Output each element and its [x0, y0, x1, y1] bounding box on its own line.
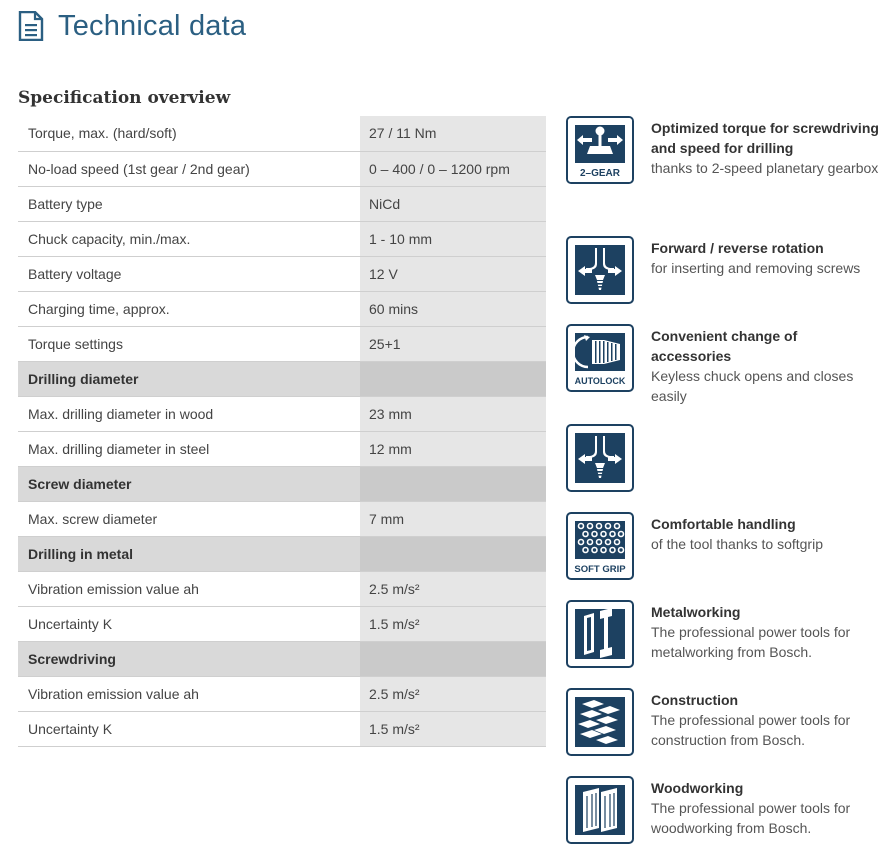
spec-group-row — [18, 536, 546, 571]
feature-desc: Keyless chuck opens and closes easily — [651, 368, 854, 404]
spec-row — [18, 186, 546, 221]
spec-row — [18, 711, 546, 746]
section-title: Specification overview — [18, 88, 231, 108]
feature-forward-reverse — [566, 236, 884, 306]
spec-value — [360, 361, 546, 396]
feature-construction — [566, 688, 884, 758]
spec-row — [18, 326, 546, 361]
page-title: Technical data — [58, 9, 247, 42]
spec-row — [18, 151, 546, 186]
spec-value — [360, 466, 546, 501]
spec-group-label: Drilling in metal — [18, 536, 360, 571]
construction-icon — [566, 688, 634, 756]
spec-label: Max. drilling diameter in steel — [18, 431, 360, 466]
feature-forward-reverse-2 — [566, 424, 884, 494]
svg-text:SOFT GRIP: SOFT GRIP — [574, 564, 626, 575]
feature-title: Comfortable handling — [651, 516, 796, 532]
spec-label: Uncertainty K — [18, 711, 360, 746]
spec-label: Chuck capacity, min./max. — [18, 221, 360, 256]
feature-desc: The professional power tools for metalworking from Bosch. — [651, 624, 851, 660]
feature-title: Forward / reverse rotation — [651, 240, 824, 256]
spec-row — [18, 221, 546, 256]
spec-row — [18, 571, 546, 606]
svg-text:2–GEAR: 2–GEAR — [579, 168, 621, 179]
spec-label: No-load speed (1st gear / 2nd gear) — [18, 151, 360, 186]
spec-group-row — [18, 361, 546, 396]
feature-title: Convenient change of accessories — [651, 328, 798, 364]
spec-value: NiCd — [360, 186, 546, 221]
feature-autolock — [566, 324, 884, 404]
feature-desc: The professional power tools for woodworking from Bosch. — [651, 800, 851, 836]
autolock-icon — [566, 324, 634, 392]
spec-value: 1 - 10 mm — [360, 221, 546, 256]
spec-value: 23 mm — [360, 396, 546, 431]
feature-soft-grip — [566, 512, 884, 582]
spec-label: Torque, max. (hard/soft) — [18, 116, 360, 151]
spec-value: 2.5 m/s² — [360, 571, 546, 606]
feature-title: Woodworking — [651, 780, 744, 796]
feature-desc: thanks to 2-speed planetary gearbox — [651, 160, 879, 176]
feature-title: Metalworking — [651, 604, 741, 620]
spec-value — [360, 536, 546, 571]
spec-value — [360, 641, 546, 676]
spec-value: 12 V — [360, 256, 546, 291]
spec-label: Torque settings — [18, 326, 360, 361]
spec-value: 0 – 400 / 0 – 1200 rpm — [360, 151, 546, 186]
woodworking-icon — [566, 776, 634, 844]
spec-label: Uncertainty K — [18, 606, 360, 641]
feature-title: Construction — [651, 692, 739, 708]
feature-metalworking — [566, 600, 884, 670]
spec-value: 27 / 11 Nm — [360, 116, 546, 151]
feature-title: Optimized torque for screwdriving and speed for drilling — [651, 120, 879, 156]
forward-reverse-icon — [566, 424, 634, 492]
two-gear-icon — [566, 116, 634, 184]
spec-row — [18, 291, 546, 326]
feature-two-gear — [566, 116, 884, 216]
spec-row — [18, 256, 546, 291]
spec-row — [18, 606, 546, 641]
spec-value: 60 mins — [360, 291, 546, 326]
svg-text:AUTOLOCK: AUTOLOCK — [574, 376, 626, 386]
soft-grip-icon — [566, 512, 634, 580]
spec-value: 12 mm — [360, 431, 546, 466]
spec-group-label: Drilling diameter — [18, 361, 360, 396]
spec-value: 25+1 — [360, 326, 546, 361]
spec-value: 2.5 m/s² — [360, 676, 546, 711]
spec-value: 1.5 m/s² — [360, 606, 546, 641]
spec-row — [18, 501, 546, 536]
spec-label: Vibration emission value ah — [18, 571, 360, 606]
spec-label: Charging time, approx. — [18, 291, 360, 326]
feature-desc: of the tool thanks to softgrip — [651, 536, 823, 552]
spec-value: 7 mm — [360, 501, 546, 536]
spec-row — [18, 396, 546, 431]
forward-reverse-icon — [566, 236, 634, 304]
spec-group-label: Screw diameter — [18, 466, 360, 501]
feature-desc: The professional power tools for construction from Bosch. — [651, 712, 851, 748]
spec-row — [18, 116, 546, 151]
spec-group-row — [18, 641, 546, 676]
spec-label: Vibration emission value ah — [18, 676, 360, 711]
spec-group-row — [18, 466, 546, 501]
spec-group-label: Screwdriving — [18, 641, 360, 676]
spec-label: Max. drilling diameter in wood — [18, 396, 360, 431]
spec-row — [18, 431, 546, 466]
feature-woodworking — [566, 776, 884, 846]
feature-desc: for inserting and removing screws — [651, 260, 861, 276]
spec-label: Max. screw diameter — [18, 501, 360, 536]
page-header — [18, 8, 246, 44]
spec-label: Battery voltage — [18, 256, 360, 291]
spec-label: Battery type — [18, 186, 360, 221]
spec-value: 1.5 m/s² — [360, 711, 546, 746]
metalworking-icon — [566, 600, 634, 668]
spec-table — [18, 116, 546, 747]
spec-row — [18, 676, 546, 711]
document-icon — [18, 11, 44, 41]
